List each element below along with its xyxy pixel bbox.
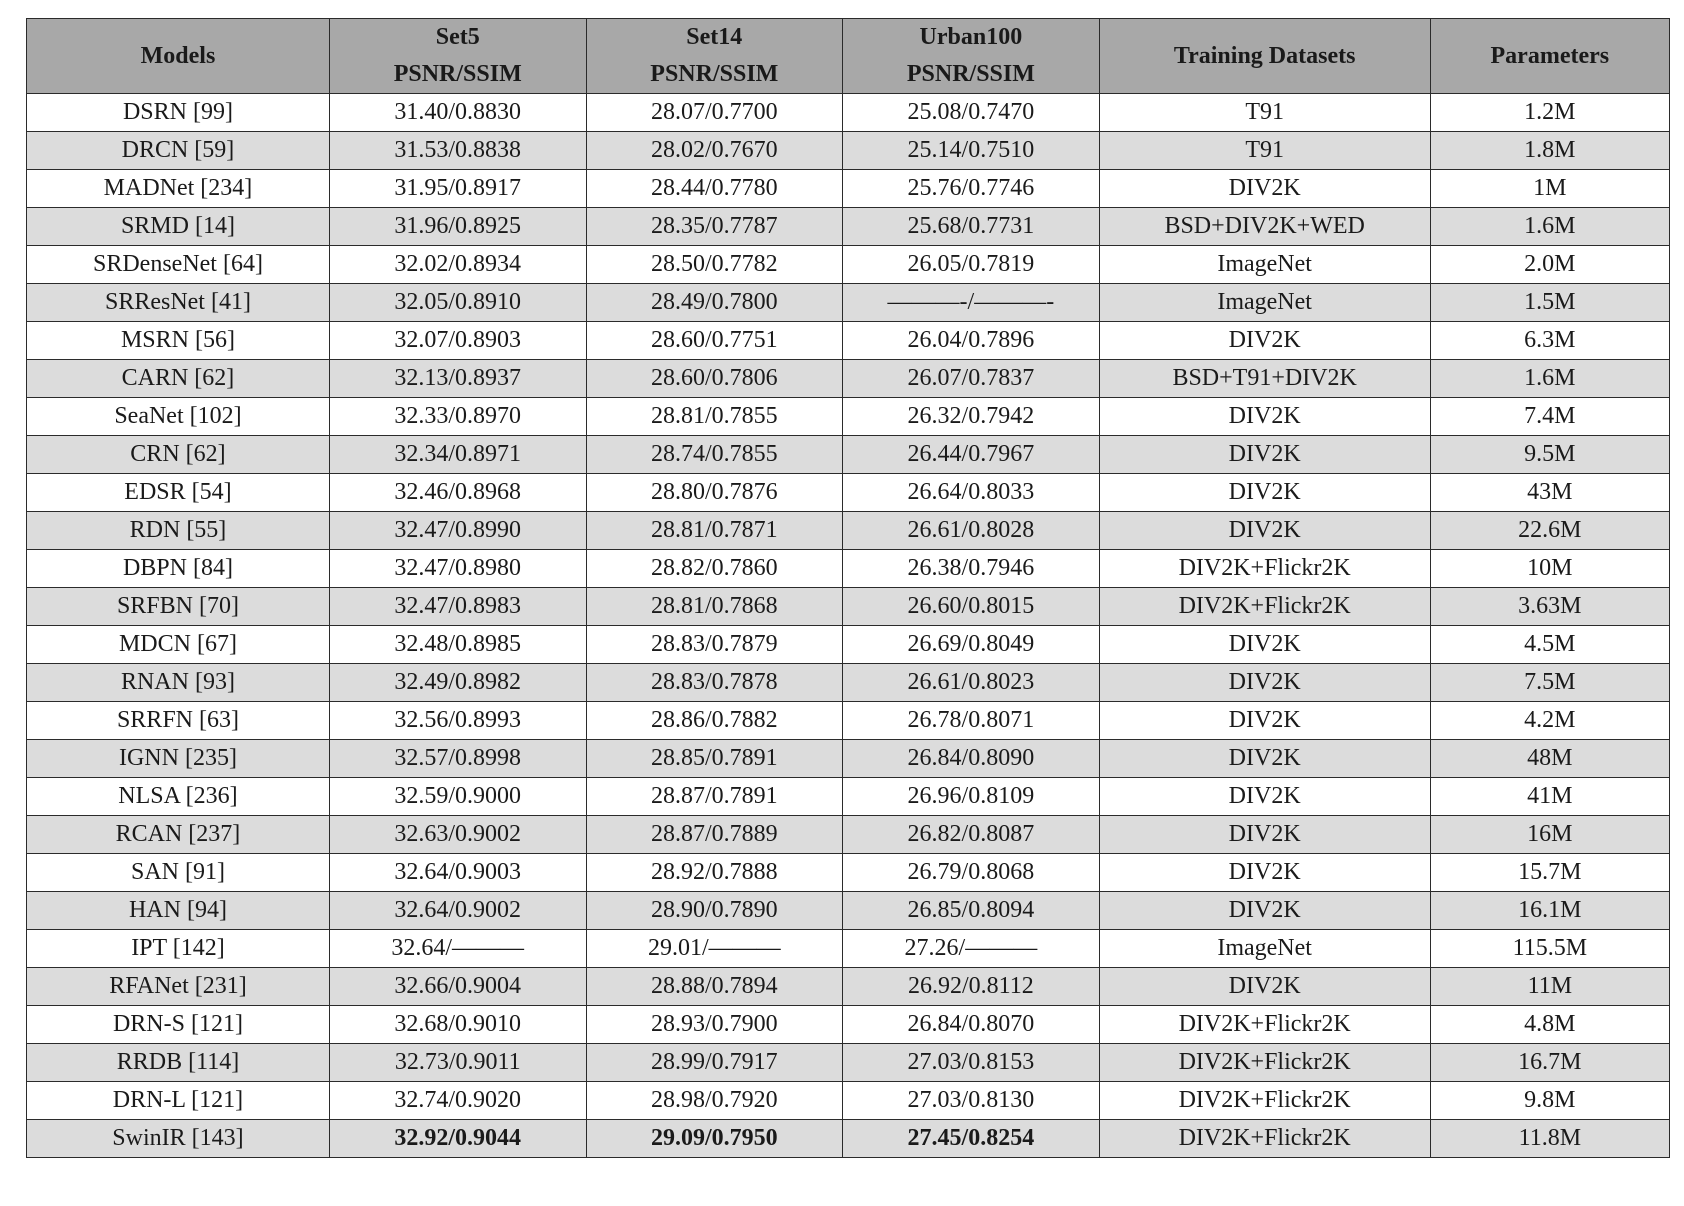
- cell-training-dataset: DIV2K: [1099, 778, 1430, 816]
- cell-set5: 32.48/0.8985: [329, 626, 586, 664]
- cell-set14: 28.83/0.7878: [586, 664, 843, 702]
- cell-set5: 32.34/0.8971: [329, 436, 586, 474]
- header-urban100: [843, 19, 1100, 94]
- cell-training-dataset: DIV2K: [1099, 322, 1430, 360]
- cell-set14: 28.85/0.7891: [586, 740, 843, 778]
- cell-set5: 32.46/0.8968: [329, 474, 586, 512]
- cell-set14: 28.60/0.7751: [586, 322, 843, 360]
- cell-set14: 29.09/0.7950: [586, 1120, 843, 1158]
- cell-set14: 28.81/0.7871: [586, 512, 843, 550]
- cell-parameters: 4.5M: [1430, 626, 1669, 664]
- cell-set14: 28.99/0.7917: [586, 1044, 843, 1082]
- cell-parameters: 1M: [1430, 170, 1669, 208]
- cell-model: IGNN [235]: [27, 740, 330, 778]
- cell-model: CRN [62]: [27, 436, 330, 474]
- cell-model: DBPN [84]: [27, 550, 330, 588]
- cell-training-dataset: ImageNet: [1099, 930, 1430, 968]
- table-body: [27, 94, 1670, 1158]
- cell-urban100: 27.26/———: [843, 930, 1100, 968]
- cell-urban100: 26.32/0.7942: [843, 398, 1100, 436]
- cell-set14: 28.49/0.7800: [586, 284, 843, 322]
- header-set5: [329, 19, 586, 94]
- cell-set14: 28.81/0.7868: [586, 588, 843, 626]
- table-row: [27, 170, 1670, 208]
- cell-model: RDN [55]: [27, 512, 330, 550]
- cell-parameters: 15.7M: [1430, 854, 1669, 892]
- table-row: [27, 1006, 1670, 1044]
- cell-parameters: 115.5M: [1430, 930, 1669, 968]
- cell-parameters: 43M: [1430, 474, 1669, 512]
- header-urban100-metric: PSNR/SSIM: [906, 61, 1035, 87]
- table-row: [27, 208, 1670, 246]
- cell-parameters: 9.8M: [1430, 1082, 1669, 1120]
- cell-urban100: 25.14/0.7510: [843, 132, 1100, 170]
- cell-model: RNAN [93]: [27, 664, 330, 702]
- cell-model: RFANet [231]: [27, 968, 330, 1006]
- cell-set5: 31.96/0.8925: [329, 208, 586, 246]
- cell-set5: 32.64/0.9002: [329, 892, 586, 930]
- cell-model: DSRN [99]: [27, 94, 330, 132]
- header-parameters: Parameters: [1430, 19, 1669, 94]
- cell-training-dataset: ImageNet: [1099, 284, 1430, 322]
- cell-set14: 28.86/0.7882: [586, 702, 843, 740]
- cell-urban100: 26.85/0.8094: [843, 892, 1100, 930]
- cell-parameters: 2.0M: [1430, 246, 1669, 284]
- cell-model: MADNet [234]: [27, 170, 330, 208]
- cell-urban100: ———-/———-: [843, 284, 1100, 322]
- cell-parameters: 7.5M: [1430, 664, 1669, 702]
- cell-model: SRDenseNet [64]: [27, 246, 330, 284]
- cell-training-dataset: DIV2K: [1099, 626, 1430, 664]
- cell-parameters: 1.6M: [1430, 208, 1669, 246]
- cell-urban100: 25.76/0.7746: [843, 170, 1100, 208]
- cell-set14: 28.87/0.7891: [586, 778, 843, 816]
- cell-set5: 32.57/0.8998: [329, 740, 586, 778]
- header-models: Models: [27, 19, 330, 94]
- cell-set5: 32.74/0.9020: [329, 1082, 586, 1120]
- cell-parameters: 1.8M: [1430, 132, 1669, 170]
- cell-model: IPT [142]: [27, 930, 330, 968]
- cell-model: SeaNet [102]: [27, 398, 330, 436]
- cell-set14: 28.50/0.7782: [586, 246, 843, 284]
- cell-urban100: 26.04/0.7896: [843, 322, 1100, 360]
- cell-set14: 28.74/0.7855: [586, 436, 843, 474]
- cell-training-dataset: DIV2K+Flickr2K: [1099, 550, 1430, 588]
- table-row: [27, 702, 1670, 740]
- cell-set5: 32.33/0.8970: [329, 398, 586, 436]
- header-row: [27, 19, 1670, 94]
- cell-training-dataset: DIV2K+Flickr2K: [1099, 588, 1430, 626]
- cell-model: MSRN [56]: [27, 322, 330, 360]
- cell-model: RCAN [237]: [27, 816, 330, 854]
- table-row: [27, 360, 1670, 398]
- cell-training-dataset: DIV2K: [1099, 170, 1430, 208]
- cell-model: DRCN [59]: [27, 132, 330, 170]
- cell-training-dataset: DIV2K: [1099, 512, 1430, 550]
- cell-parameters: 9.5M: [1430, 436, 1669, 474]
- table-row: [27, 664, 1670, 702]
- cell-model: MDCN [67]: [27, 626, 330, 664]
- cell-set5: 32.02/0.8934: [329, 246, 586, 284]
- cell-urban100: 25.08/0.7470: [843, 94, 1100, 132]
- cell-parameters: 6.3M: [1430, 322, 1669, 360]
- cell-urban100: 27.03/0.8130: [843, 1082, 1100, 1120]
- cell-parameters: 22.6M: [1430, 512, 1669, 550]
- cell-set14: 28.90/0.7890: [586, 892, 843, 930]
- cell-urban100: 26.96/0.8109: [843, 778, 1100, 816]
- cell-urban100: 26.82/0.8087: [843, 816, 1100, 854]
- cell-set14: 28.92/0.7888: [586, 854, 843, 892]
- cell-parameters: 11.8M: [1430, 1120, 1669, 1158]
- cell-training-dataset: DIV2K: [1099, 740, 1430, 778]
- table-row: [27, 398, 1670, 436]
- cell-model: NLSA [236]: [27, 778, 330, 816]
- header-training-datasets: Training Datasets: [1099, 19, 1430, 94]
- cell-model: SRResNet [41]: [27, 284, 330, 322]
- cell-training-dataset: DIV2K: [1099, 398, 1430, 436]
- cell-model: DRN-S [121]: [27, 1006, 330, 1044]
- table-row: [27, 284, 1670, 322]
- cell-training-dataset: DIV2K: [1099, 854, 1430, 892]
- cell-parameters: 10M: [1430, 550, 1669, 588]
- cell-training-dataset: DIV2K: [1099, 702, 1430, 740]
- cell-set14: 28.81/0.7855: [586, 398, 843, 436]
- cell-urban100: 26.69/0.8049: [843, 626, 1100, 664]
- cell-urban100: 27.45/0.8254: [843, 1120, 1100, 1158]
- header-set5-title: Set5: [435, 24, 480, 50]
- cell-model: DRN-L [121]: [27, 1082, 330, 1120]
- table-row: [27, 588, 1670, 626]
- cell-training-dataset: T91: [1099, 132, 1430, 170]
- cell-set14: 28.88/0.7894: [586, 968, 843, 1006]
- table-row: [27, 436, 1670, 474]
- cell-parameters: 1.5M: [1430, 284, 1669, 322]
- cell-urban100: 25.68/0.7731: [843, 208, 1100, 246]
- cell-parameters: 4.2M: [1430, 702, 1669, 740]
- cell-parameters: 16.1M: [1430, 892, 1669, 930]
- cell-set5: 32.07/0.8903: [329, 322, 586, 360]
- header-set14-title: Set14: [686, 24, 743, 50]
- cell-training-dataset: DIV2K+Flickr2K: [1099, 1006, 1430, 1044]
- cell-parameters: 3.63M: [1430, 588, 1669, 626]
- table-row: [27, 968, 1670, 1006]
- cell-model: CARN [62]: [27, 360, 330, 398]
- cell-parameters: 16M: [1430, 816, 1669, 854]
- cell-urban100: 26.79/0.8068: [843, 854, 1100, 892]
- cell-model: SRMD [14]: [27, 208, 330, 246]
- cell-training-dataset: BSD+T91+DIV2K: [1099, 360, 1430, 398]
- cell-set5: 32.49/0.8982: [329, 664, 586, 702]
- table-row: [27, 740, 1670, 778]
- cell-model: SwinIR [143]: [27, 1120, 330, 1158]
- cell-model: EDSR [54]: [27, 474, 330, 512]
- cell-set14: 28.93/0.7900: [586, 1006, 843, 1044]
- table-row: [27, 550, 1670, 588]
- table-row: [27, 474, 1670, 512]
- cell-set14: 28.83/0.7879: [586, 626, 843, 664]
- cell-set5: 32.47/0.8983: [329, 588, 586, 626]
- cell-model: SRRFN [63]: [27, 702, 330, 740]
- cell-training-dataset: DIV2K: [1099, 968, 1430, 1006]
- cell-training-dataset: T91: [1099, 94, 1430, 132]
- cell-model: RRDB [114]: [27, 1044, 330, 1082]
- cell-urban100: 26.61/0.8023: [843, 664, 1100, 702]
- header-set14: [586, 19, 843, 94]
- cell-urban100: 26.64/0.8033: [843, 474, 1100, 512]
- cell-set14: 28.02/0.7670: [586, 132, 843, 170]
- cell-set5: 32.56/0.8993: [329, 702, 586, 740]
- cell-training-dataset: DIV2K: [1099, 816, 1430, 854]
- cell-set5: 32.63/0.9002: [329, 816, 586, 854]
- cell-set5: 32.73/0.9011: [329, 1044, 586, 1082]
- table-row: [27, 778, 1670, 816]
- cell-urban100: 26.05/0.7819: [843, 246, 1100, 284]
- cell-urban100: 26.38/0.7946: [843, 550, 1100, 588]
- table-row: [27, 1120, 1670, 1158]
- cell-urban100: 26.92/0.8112: [843, 968, 1100, 1006]
- cell-training-dataset: ImageNet: [1099, 246, 1430, 284]
- cell-set14: 28.80/0.7876: [586, 474, 843, 512]
- cell-set5: 32.64/0.9003: [329, 854, 586, 892]
- table-row: [27, 626, 1670, 664]
- cell-training-dataset: DIV2K: [1099, 474, 1430, 512]
- cell-set5: 32.13/0.8937: [329, 360, 586, 398]
- table-row: [27, 512, 1670, 550]
- table-row: [27, 132, 1670, 170]
- cell-training-dataset: DIV2K+Flickr2K: [1099, 1120, 1430, 1158]
- table-row: [27, 94, 1670, 132]
- cell-parameters: 48M: [1430, 740, 1669, 778]
- cell-set5: 32.59/0.9000: [329, 778, 586, 816]
- cell-set5: 31.40/0.8830: [329, 94, 586, 132]
- cell-set5: 32.68/0.9010: [329, 1006, 586, 1044]
- cell-urban100: 26.78/0.8071: [843, 702, 1100, 740]
- cell-training-dataset: DIV2K+Flickr2K: [1099, 1082, 1430, 1120]
- cell-model: HAN [94]: [27, 892, 330, 930]
- cell-model: SRFBN [70]: [27, 588, 330, 626]
- cell-set14: 28.87/0.7889: [586, 816, 843, 854]
- header-set5-metric: PSNR/SSIM: [393, 61, 522, 87]
- cell-set14: 28.35/0.7787: [586, 208, 843, 246]
- cell-urban100: 26.60/0.8015: [843, 588, 1100, 626]
- cell-urban100: 26.44/0.7967: [843, 436, 1100, 474]
- table-row: [27, 1044, 1670, 1082]
- cell-urban100: 26.07/0.7837: [843, 360, 1100, 398]
- cell-set14: 28.07/0.7700: [586, 94, 843, 132]
- cell-model: SAN [91]: [27, 854, 330, 892]
- cell-set5: 32.66/0.9004: [329, 968, 586, 1006]
- cell-urban100: 26.84/0.8090: [843, 740, 1100, 778]
- cell-training-dataset: DIV2K: [1099, 892, 1430, 930]
- cell-parameters: 41M: [1430, 778, 1669, 816]
- table-row: [27, 930, 1670, 968]
- results-table: [26, 18, 1670, 1158]
- cell-parameters: 4.8M: [1430, 1006, 1669, 1044]
- cell-set14: 28.60/0.7806: [586, 360, 843, 398]
- cell-urban100: 26.61/0.8028: [843, 512, 1100, 550]
- cell-set5: 31.95/0.8917: [329, 170, 586, 208]
- cell-set5: 32.64/———: [329, 930, 586, 968]
- cell-parameters: 1.2M: [1430, 94, 1669, 132]
- table-row: [27, 246, 1670, 284]
- cell-urban100: 26.84/0.8070: [843, 1006, 1100, 1044]
- cell-set14: 28.44/0.7780: [586, 170, 843, 208]
- cell-training-dataset: DIV2K: [1099, 664, 1430, 702]
- header-urban100-title: Urban100: [919, 24, 1023, 50]
- cell-parameters: 7.4M: [1430, 398, 1669, 436]
- cell-set14: 28.98/0.7920: [586, 1082, 843, 1120]
- cell-set5: 32.47/0.8990: [329, 512, 586, 550]
- table-row: [27, 1082, 1670, 1120]
- table-row: [27, 816, 1670, 854]
- table-row: [27, 854, 1670, 892]
- cell-urban100: 27.03/0.8153: [843, 1044, 1100, 1082]
- cell-set5: 32.05/0.8910: [329, 284, 586, 322]
- cell-set14: 28.82/0.7860: [586, 550, 843, 588]
- cell-set5: 32.92/0.9044: [329, 1120, 586, 1158]
- cell-parameters: 11M: [1430, 968, 1669, 1006]
- cell-training-dataset: BSD+DIV2K+WED: [1099, 208, 1430, 246]
- cell-training-dataset: DIV2K: [1099, 436, 1430, 474]
- cell-parameters: 1.6M: [1430, 360, 1669, 398]
- cell-set5: 32.47/0.8980: [329, 550, 586, 588]
- cell-training-dataset: DIV2K+Flickr2K: [1099, 1044, 1430, 1082]
- cell-set14: 29.01/———: [586, 930, 843, 968]
- table-row: [27, 322, 1670, 360]
- cell-set5: 31.53/0.8838: [329, 132, 586, 170]
- cell-parameters: 16.7M: [1430, 1044, 1669, 1082]
- table-row: [27, 892, 1670, 930]
- header-set14-metric: PSNR/SSIM: [650, 61, 779, 87]
